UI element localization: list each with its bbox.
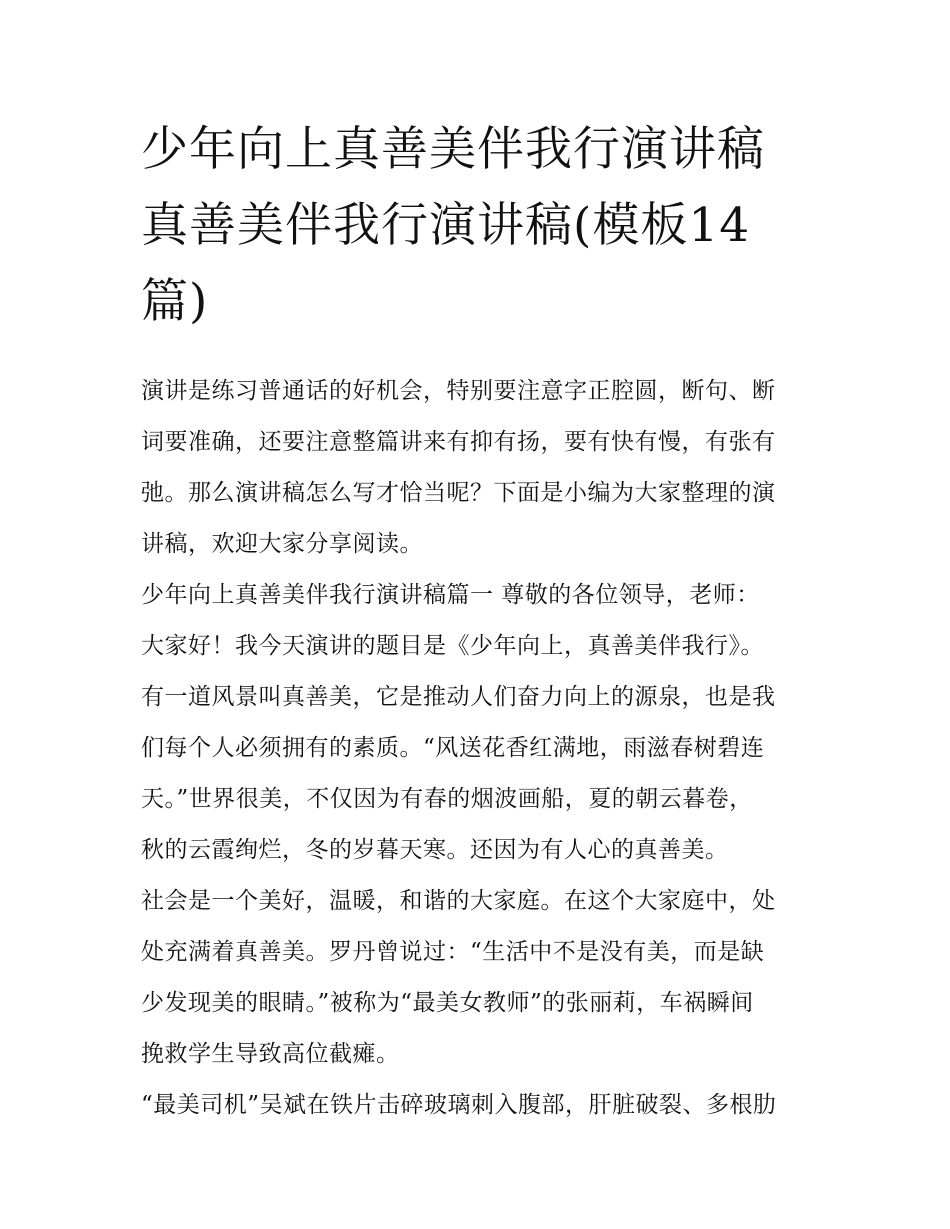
title-line: 少年向上真善美伴我行演讲稿 xyxy=(141,122,765,177)
text-line: 挽救学生导致高位截瘫。 xyxy=(141,1041,400,1067)
text-line: 演讲是练习普通话的好机会，特别要注意字正腔圆，断句、断 xyxy=(141,378,776,404)
text-line: 秋的云霞绚烂，冬的岁暮天寒。还因为有人心的真善美。 xyxy=(141,837,729,863)
document-body xyxy=(141,366,821,1131)
text-line: 少年向上真善美伴我行演讲稿篇一 尊敬的各位领导，老师： xyxy=(141,582,760,608)
text-line: “最美司机”吴斌在铁片击碎玻璃刺入腹部，肝脏破裂、多根肋 xyxy=(141,1092,777,1118)
title-line: 篇) xyxy=(141,274,209,329)
text-line: 社会是一个美好，温暖，和谐的大家庭。在这个大家庭中，处 xyxy=(141,888,776,914)
document-title xyxy=(141,112,821,340)
text-line: 词要准确，还要注意整篇讲来有抑有扬，要有快有慢，有张有 xyxy=(141,429,776,455)
text-line: 们每个人必须拥有的素质。“风送花香红满地，雨滋春树碧连 xyxy=(141,735,765,761)
body-paragraph xyxy=(141,1080,821,1131)
document-page xyxy=(141,112,821,1131)
text-line: 讲稿，欢迎大家分享阅读。 xyxy=(141,531,423,557)
text-line: 弛。那么演讲稿怎么写才恰当呢？下面是小编为大家整理的演 xyxy=(141,480,776,506)
text-line: 处充满着真善美。罗丹曾说过：“生活中不是没有美，而是缺 xyxy=(141,939,765,965)
text-line: 大家好！我今天演讲的题目是《少年向上，真善美伴我行》。 xyxy=(141,633,764,659)
body-paragraph xyxy=(141,621,821,876)
intro-paragraph xyxy=(141,366,821,570)
section-heading-paragraph xyxy=(141,570,821,621)
text-line: 少发现美的眼睛。”被称为“最美女教师”的张丽莉，车祸瞬间 xyxy=(141,990,754,1016)
title-line: 真善美伴我行演讲稿(模板14 xyxy=(141,198,751,253)
text-line: 有一道风景叫真善美，它是推动人们奋力向上的源泉，也是我 xyxy=(141,684,776,710)
body-paragraph xyxy=(141,876,821,1080)
text-line: 天。”世界很美，不仅因为有春的烟波画船，夏的朝云暮卷， xyxy=(141,786,753,812)
